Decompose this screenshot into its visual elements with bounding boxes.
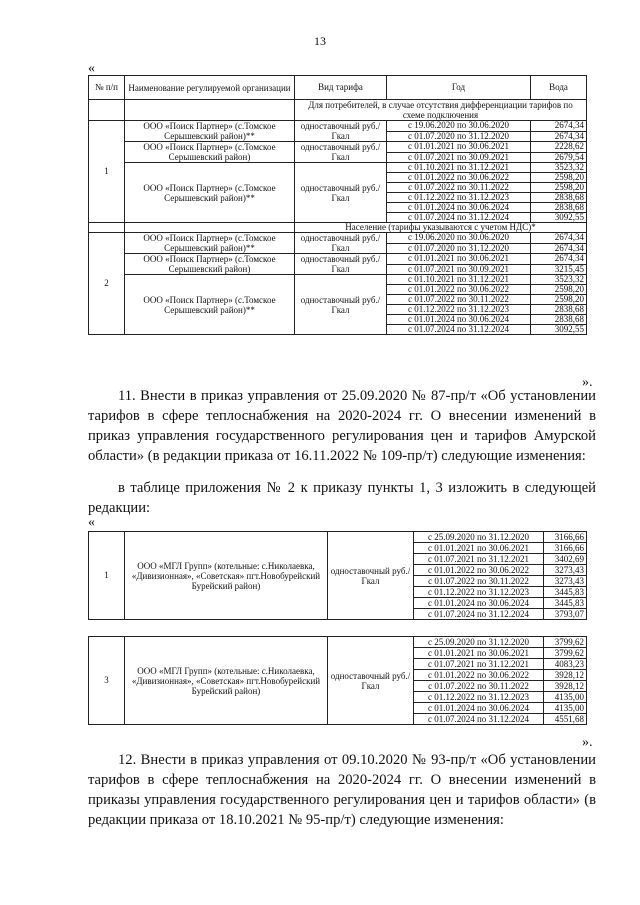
value: 3273,43 — [544, 565, 587, 576]
period: с 01.01.2024 по 30.06.2024 — [414, 598, 544, 609]
period: с 01.01.2024 по 30.06.2024 — [387, 203, 531, 213]
value: 3402,69 — [544, 554, 587, 565]
paragraph-12 — [88, 750, 596, 830]
paragraph-11 — [88, 386, 596, 466]
value: 2838,68 — [531, 193, 587, 203]
period: с 01.12.2022 по 31.12.2023 — [414, 692, 544, 703]
tariff-type: одноставочный руб./Гкал — [295, 163, 387, 223]
paragraph-11-text: Внести в приказ управления от 25.09.2020 № 87-пр/т «Об установлении тарифов в сфере теплоснабжения на 2020-2024 гг. О внесении изменений в приказ управления государственного регулирования цен и тарифов Амурской области» (в редакции приказа от 16.11.2022 № 109-пр/т) следующие изменения: — [88, 388, 596, 464]
tariff-type: одноставочный руб./Гкал — [295, 142, 387, 163]
value: 2679,54 — [531, 152, 587, 163]
value: 2598,20 — [531, 183, 587, 193]
period: с 01.10.2021 по 31.12.2021 — [387, 275, 531, 285]
org-name: ООО «Поиск Партнер» (с.Томское Серышевский район)** — [125, 163, 295, 223]
value: 3445,83 — [544, 587, 587, 598]
period: с 01.07.2022 по 30.11.2022 — [414, 576, 544, 587]
value: 3445,83 — [544, 598, 587, 609]
value: 4083,23 — [544, 659, 587, 670]
row-number: 2 — [89, 233, 125, 335]
value: 3092,55 — [531, 325, 587, 335]
period: с 01.01.2024 по 30.06.2024 — [387, 315, 531, 325]
period: с 01.12.2022 по 31.12.2023 — [387, 193, 531, 203]
paragraph-12-text: Внести в приказ управления от 09.10.2020 № 93-пр/т «Об установлении тарифов в сфере теплоснабжения на 2020-2024 гг. О внесении изменений в приказы управления государственного регулирования цен и тарифов области» (в редакции приказа от 18.10.2021 № 95-пр/т) следующие изменения: — [88, 752, 596, 828]
value: 2838,68 — [531, 315, 587, 325]
period: с 01.10.2021 по 31.12.2021 — [387, 163, 531, 173]
org-name: ООО «МГЛ Групп» (котельные: с.Николаевка, «Дивизионная», «Советская» пгт.Новобурейский Бурейский район) — [125, 532, 328, 620]
period: с 01.07.2024 по 31.12.2024 — [387, 325, 531, 335]
value: 3799,62 — [544, 648, 587, 659]
org-name: ООО «МГЛ Групп» (котельные: с.Николаевка, «Дивизионная», «Советская» пгт.Новобурейский Бурейский район) — [125, 637, 328, 725]
period: с 01.07.2024 по 31.12.2024 — [414, 714, 544, 725]
period: с 01.07.2021 по 30.09.2021 — [387, 152, 531, 163]
close-quote: ». — [582, 375, 593, 390]
period: с 19.06.2020 по 30.06.2020 — [387, 233, 531, 244]
value: 3523,32 — [531, 275, 587, 285]
row-number: 1 — [89, 121, 125, 223]
header-year: Год — [387, 76, 531, 100]
paragraph-12-number: 12. — [118, 752, 137, 768]
tariff-type: одноставочный руб./Гкал — [328, 532, 414, 620]
period: с 01.01.2021 по 30.06.2021 — [387, 254, 531, 265]
open-quote: « — [88, 61, 95, 76]
close-quote-2: ». — [582, 735, 593, 750]
value: 4135,00 — [544, 703, 587, 714]
period: с 01.07.2024 по 31.12.2024 — [387, 213, 531, 223]
period: с 19.06.2020 по 30.06.2020 — [387, 121, 531, 132]
value: 3793,07 — [544, 609, 587, 620]
org-name: ООО «Поиск Партнер» (с.Томское Серышевский район)** — [125, 233, 295, 254]
period: с 01.07.2024 по 31.12.2024 — [414, 609, 544, 620]
period: с 01.07.2021 по 31.12.2021 — [414, 659, 544, 670]
period: с 01.01.2022 по 30.06.2022 — [387, 173, 531, 183]
period: с 01.07.2020 по 31.12.2020 — [387, 243, 531, 254]
header-org: Наименование регулируемой организации — [125, 76, 295, 100]
header-tariff: Вид тарифа — [295, 76, 387, 100]
period: с 01.07.2021 по 30.09.2021 — [387, 264, 531, 275]
value: 2674,34 — [531, 233, 587, 244]
value: 2838,68 — [531, 203, 587, 213]
value: 2228,62 — [531, 142, 587, 153]
value: 3166,66 — [544, 532, 587, 543]
period: с 01.01.2021 по 30.06.2021 — [414, 648, 544, 659]
value: 3166,66 — [544, 543, 587, 554]
value: 3928,12 — [544, 670, 587, 681]
period: с 01.01.2022 по 30.06.2022 — [387, 285, 531, 295]
org-name: ООО «Поиск Партнер» (с.Томское Серышевский район) — [125, 142, 295, 163]
value: 3928,12 — [544, 681, 587, 692]
row-number: 3 — [89, 637, 125, 725]
header-water: Вода — [531, 76, 587, 100]
open-quote-2: « — [88, 515, 95, 530]
period: с 01.01.2024 по 30.06.2024 — [414, 703, 544, 714]
org-name: ООО «Поиск Партнер» (с.Томское Серышевский район)** — [125, 275, 295, 335]
period: с 01.01.2021 по 30.06.2021 — [414, 543, 544, 554]
period: с 25.09.2020 по 31.12.2020 — [414, 637, 544, 648]
value: 2598,20 — [531, 295, 587, 305]
period: с 25.09.2020 по 31.12.2020 — [414, 532, 544, 543]
page-number: 13 — [314, 34, 326, 48]
period: с 01.07.2022 по 30.11.2022 — [387, 295, 531, 305]
period: с 01.12.2022 по 31.12.2023 — [414, 587, 544, 598]
period: с 01.07.2020 по 31.12.2020 — [387, 131, 531, 142]
paragraph-11-instruction: в таблице приложения № 2 к приказу пункты 1, 3 изложить в следующей редакции: — [88, 480, 596, 516]
tariff-table-item-1 — [88, 531, 587, 620]
org-name: ООО «Поиск Партнер» (с.Томское Серышевский район)** — [125, 121, 295, 142]
period: с 01.12.2022 по 31.12.2023 — [387, 305, 531, 315]
tariff-type: одноставочный руб./Гкал — [295, 254, 387, 275]
tariff-table-item-3 — [88, 636, 587, 725]
value: 2598,20 — [531, 285, 587, 295]
subheader-consumers: Для потребителей, в случае отсутствия дифференциации тарифов по схеме подключения — [295, 100, 587, 121]
paragraph-11-number: 11. — [118, 388, 136, 404]
value: 2674,34 — [531, 121, 587, 132]
value: 3273,43 — [544, 576, 587, 587]
value: 2674,34 — [531, 131, 587, 142]
period: с 01.07.2021 по 31.12.2021 — [414, 554, 544, 565]
value: 4551,68 — [544, 714, 587, 725]
org-name: ООО «Поиск Партнер» (с.Томское Серышевский район) — [125, 254, 295, 275]
period: с 01.07.2022 по 30.11.2022 — [414, 681, 544, 692]
period: с 01.01.2022 по 30.06.2022 — [414, 565, 544, 576]
tariff-type: одноставочный руб./Гкал — [328, 637, 414, 725]
value: 4135,00 — [544, 692, 587, 703]
tariff-type: одноставочный руб./Гкал — [295, 233, 387, 254]
tariff-type: одноставочный руб./Гкал — [295, 275, 387, 335]
value: 2674,34 — [531, 243, 587, 254]
value: 3092,55 — [531, 213, 587, 223]
period: с 01.01.2022 по 30.06.2022 — [414, 670, 544, 681]
value: 3523,32 — [531, 163, 587, 173]
value: 2838,68 — [531, 305, 587, 315]
value: 2674,34 — [531, 254, 587, 265]
header-num: № п/п — [89, 76, 125, 100]
tariff-type: одноставочный руб./Гкал — [295, 121, 387, 142]
value: 3215,45 — [531, 264, 587, 275]
subheader-population: Население (тарифы указываются с учетом НДС)* — [295, 223, 587, 233]
period: с 01.01.2021 по 30.06.2021 — [387, 142, 531, 153]
period: с 01.07.2022 по 30.11.2022 — [387, 183, 531, 193]
value: 3799,62 — [544, 637, 587, 648]
tariff-table-water — [88, 75, 587, 335]
value: 2598,20 — [531, 173, 587, 183]
row-number: 1 — [89, 532, 125, 620]
